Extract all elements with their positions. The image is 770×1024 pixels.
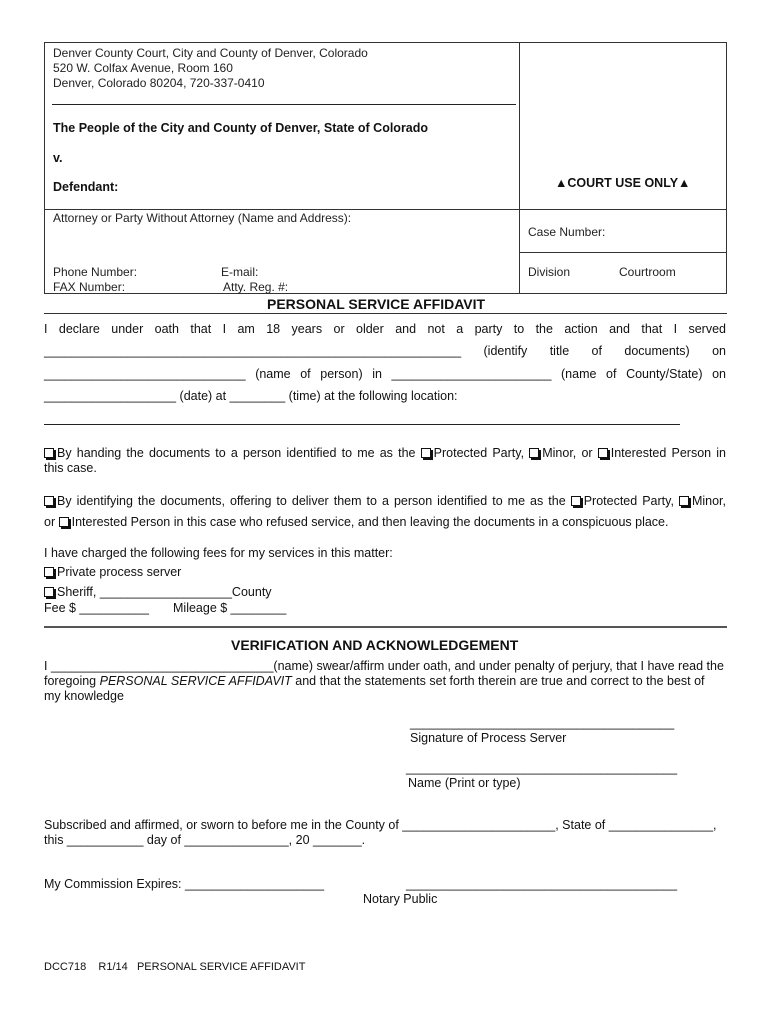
verification-line-1: I ________________________________(name) swear/affirm under oath, and under penalty of perjury, that I have read the	[44, 659, 724, 673]
plaintiff-caption: The People of the City and County of Denver, State of Colorado	[53, 121, 429, 135]
caption-divider-vertical	[519, 42, 520, 294]
fees-intro: I have charged the following fees for my services in this matter:	[44, 546, 393, 560]
versus: v.	[53, 151, 63, 165]
form-id: DCC718	[44, 961, 87, 973]
fax-label: FAX Number:	[53, 280, 126, 294]
verification-line-2: foregoing PERSONAL SERVICE AFFIDAVIT and that the statements set forth therein are true and correct to the best of	[44, 674, 705, 688]
form-revision: R1/14	[98, 961, 128, 973]
court-city-phone: Denver, Colorado 80204, 720-337-0410	[53, 76, 265, 90]
affidavit-line-4: ___________________ (date) at ________ (time) at the following location:	[44, 389, 458, 403]
sheriff-option: Sheriff, ___________________County	[44, 585, 272, 599]
handing-checkbox[interactable]	[44, 448, 54, 458]
minor-checkbox-2[interactable]	[679, 496, 689, 506]
notary-line: _______________________________________	[406, 877, 678, 891]
minor-checkbox-1[interactable]	[529, 448, 539, 458]
form-name: PERSONAL SERVICE AFFIDAVIT	[136, 961, 306, 973]
private-server-option: Private process server	[44, 565, 181, 579]
caption-divider-horizontal	[44, 209, 727, 210]
identifying-checkbox[interactable]	[44, 496, 54, 506]
option-handing-line-2: this case.	[44, 461, 97, 475]
phone-label: Phone Number:	[53, 265, 138, 279]
affidavit-line-3: _____________________________ (name of person) in _______________________ (name of County/State) on	[44, 367, 726, 381]
form-footer	[44, 961, 305, 973]
sheriff-checkbox[interactable]	[44, 587, 54, 597]
courtroom-label: Courtroom	[619, 265, 676, 279]
commission-expires: My Commission Expires: ____________________	[44, 877, 325, 891]
division-label: Division	[528, 265, 571, 279]
court-use-only: ▲COURT USE ONLY▲	[555, 176, 691, 190]
court-address: 520 W. Colfax Avenue, Room 160	[53, 61, 233, 75]
subscribed-line-1: Subscribed and affirmed, or sworn to before me in the County of ______________________, State of _______________,	[44, 818, 717, 832]
title-rule	[44, 313, 727, 314]
option-identifying-line-2: or Interested Person in this case who refused service, and then leaving the documents in a conspicuous place.	[44, 515, 669, 529]
fee-field: Fee $ __________	[44, 601, 149, 615]
attorney-label: Attorney or Party Without Attorney (Name and Address):	[53, 211, 352, 225]
affidavit-line-2: ____________________________________________________________ (identify title of documents) on	[44, 344, 726, 358]
location-line	[44, 424, 680, 425]
subscribed-line-2: this ___________ day of _______________, 20 _______.	[44, 833, 366, 847]
affidavit-line-1: I declare under oath that I am 18 years or older and not a party to the action and that I served	[44, 322, 726, 336]
option-handing: By handing the documents to a person identified to me as the Protected Party, Minor, or Interested Person in	[44, 446, 726, 461]
email-label: E-mail:	[221, 265, 259, 279]
interested-person-checkbox-1[interactable]	[598, 448, 608, 458]
name-label: Name (Print or type)	[408, 776, 521, 790]
verification-title: VERIFICATION AND ACKNOWLEDGEMENT	[231, 637, 519, 653]
court-name: Denver County Court, City and County of Denver, Colorado	[53, 46, 368, 60]
case-number-label: Case Number:	[528, 225, 606, 239]
defendant-label: Defendant:	[53, 180, 119, 194]
protected-party-checkbox-1[interactable]	[421, 448, 431, 458]
signature-label: Signature of Process Server	[410, 731, 567, 745]
verification-line-3: my knowledge	[44, 689, 124, 703]
court-info-rule	[52, 104, 516, 105]
interested-person-checkbox-2[interactable]	[59, 517, 69, 527]
option-identifying: By identifying the documents, offering to deliver them to a person identified to me as the Protected Party, Minor,	[44, 494, 726, 509]
private-server-checkbox[interactable]	[44, 567, 54, 577]
name-line: _______________________________________	[406, 761, 678, 775]
atty-reg-label: Atty. Reg. #:	[223, 280, 289, 294]
affidavit-title: PERSONAL SERVICE AFFIDAVIT	[267, 296, 486, 312]
signature-line: ______________________________________	[410, 716, 675, 730]
mileage-field: Mileage $ ________	[173, 601, 287, 615]
notary-label: Notary Public	[363, 892, 438, 906]
section-divider	[44, 626, 727, 628]
caption-divider-right	[519, 252, 727, 253]
protected-party-checkbox-2[interactable]	[571, 496, 581, 506]
